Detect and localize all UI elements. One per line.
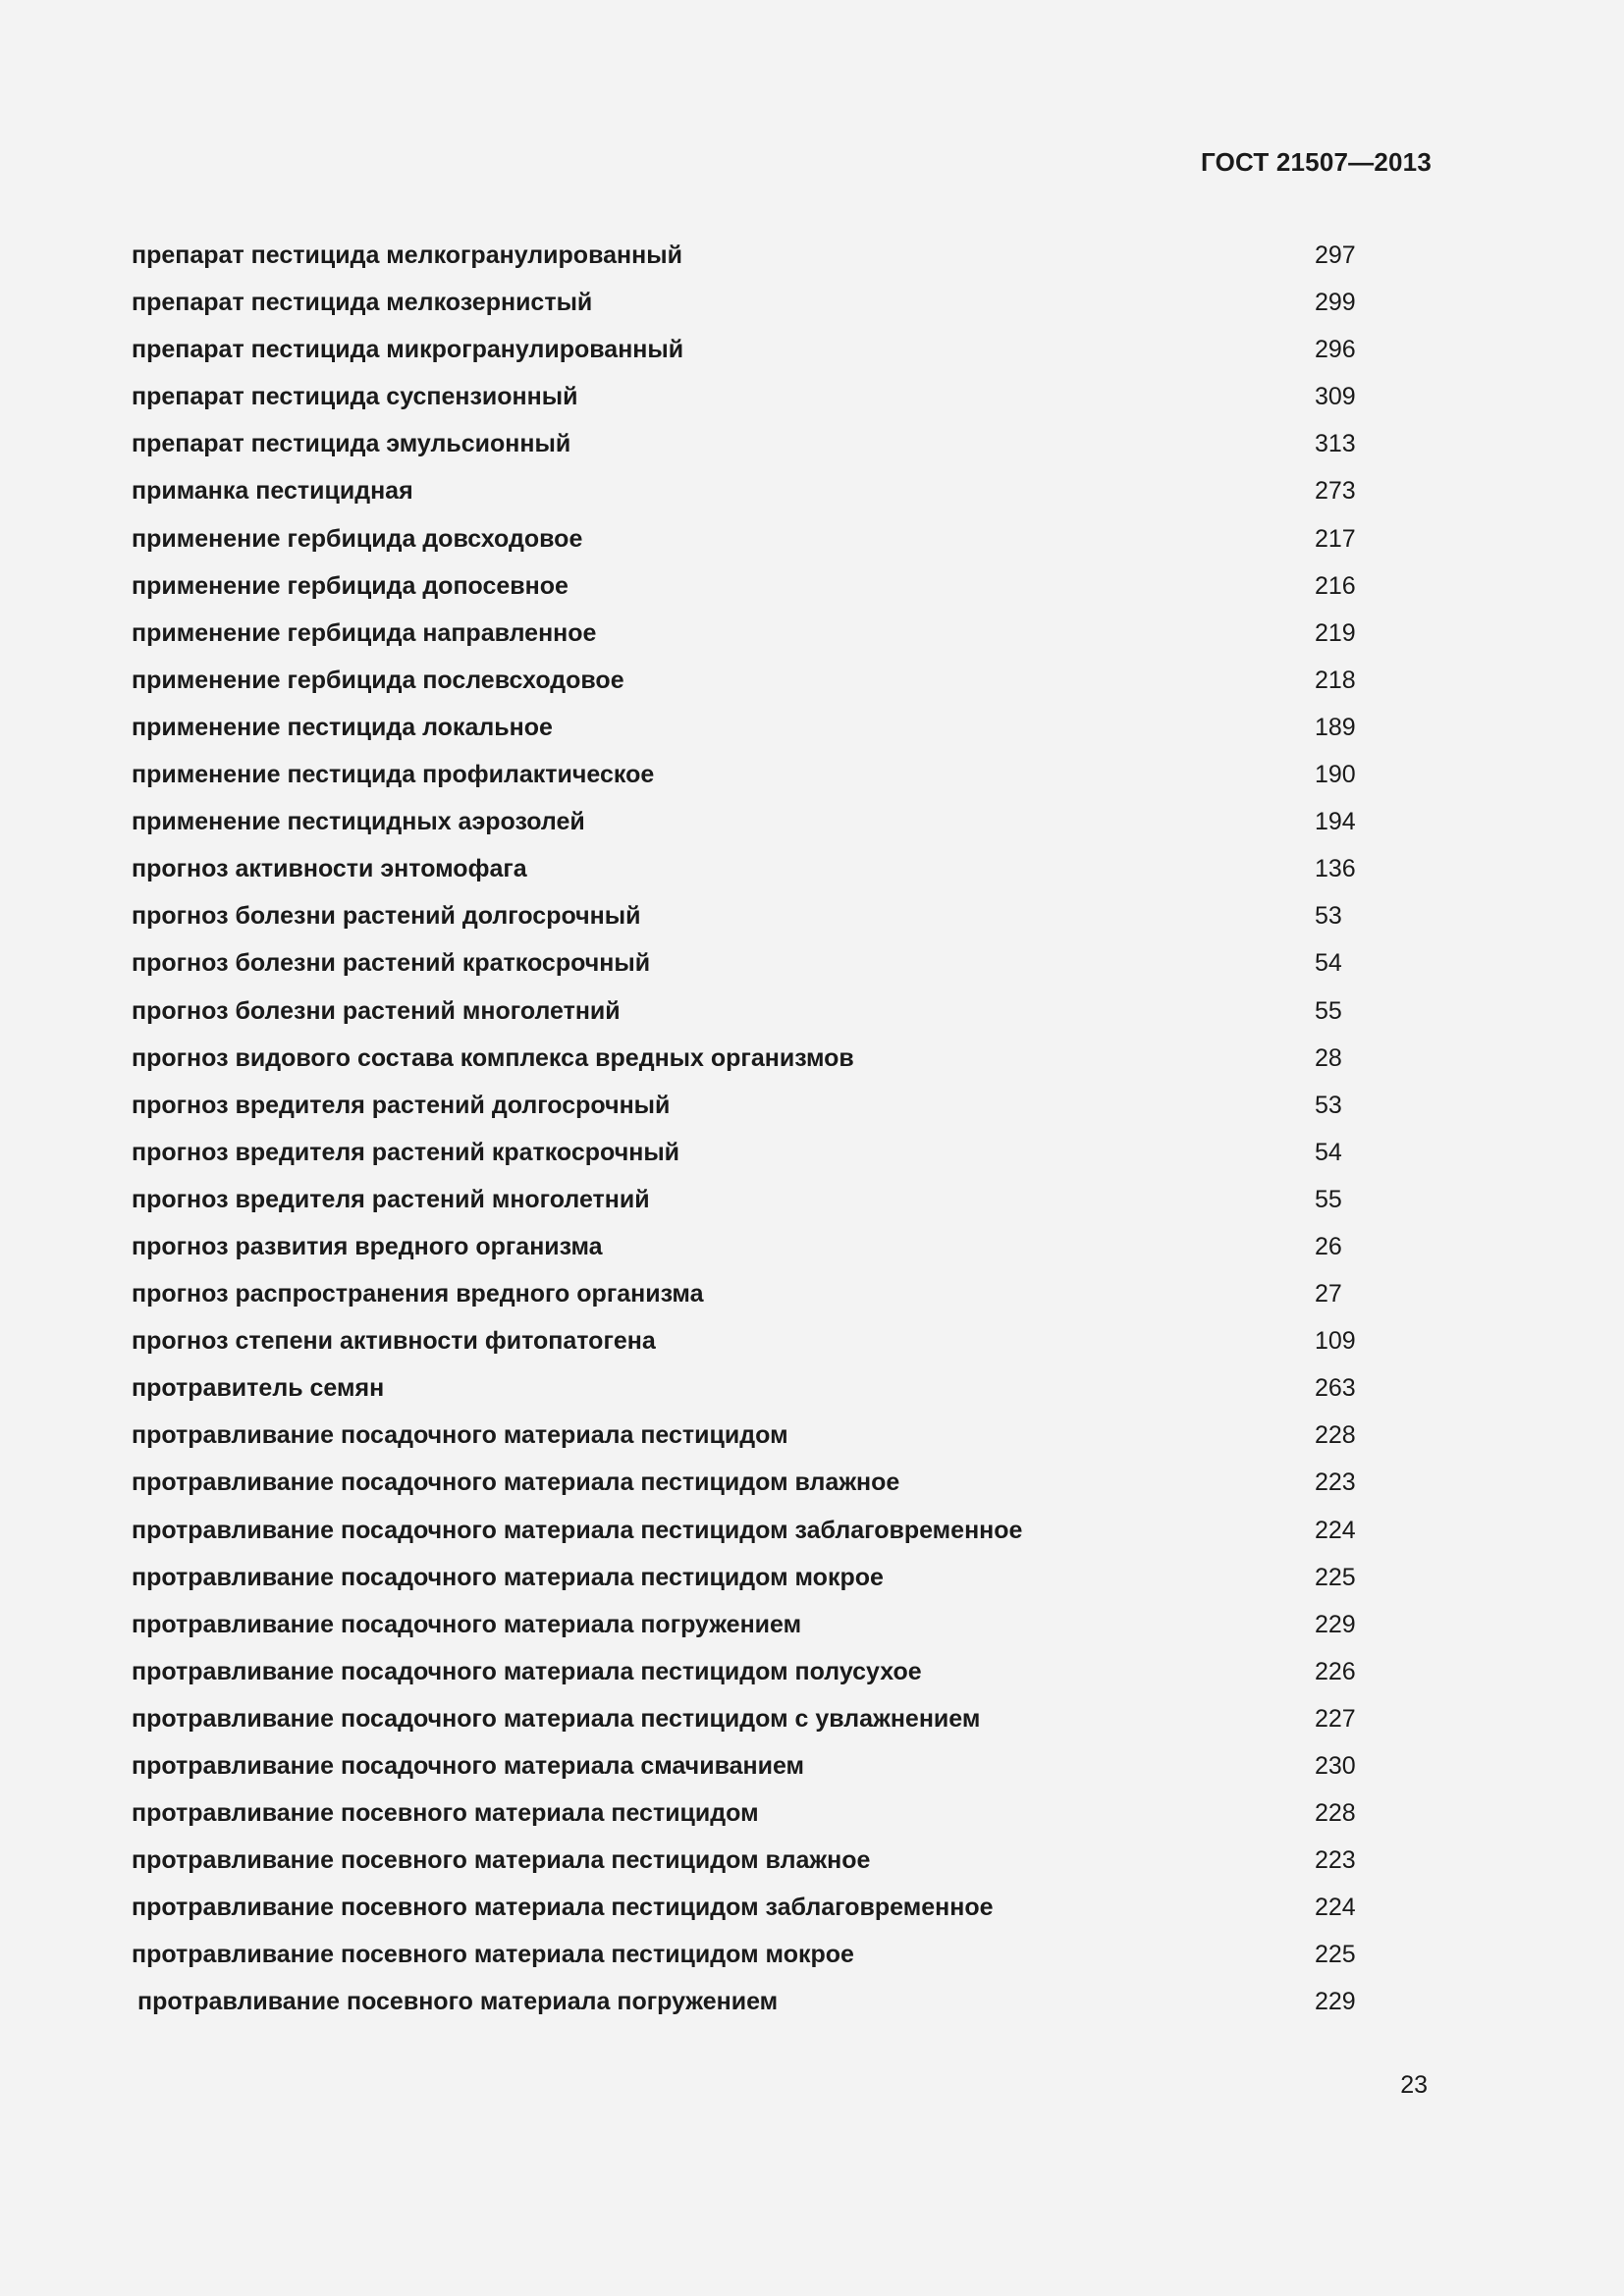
document-header: ГОСТ 21507—2013 [1201,147,1432,177]
index-entry [132,332,1369,379]
index-term: протравливание посадочного материала пестицидом заблаговременное [132,1516,1023,1544]
index-term: прогноз болезни растений долгосрочный [132,902,641,931]
index-term: прогноз степени активности фитопатогена [132,1327,656,1356]
index-term: протравливание посадочного материала смачиванием [132,1752,805,1780]
index-term: протравливание посевного материала пестицидом [132,1799,759,1828]
index-term: протравливание посевного материала погружением [137,1988,779,2016]
index-entry [132,1088,1369,1135]
index-term: протравливание посевного материала пестицидом заблаговременное [132,1894,994,1922]
index-term: протравливание посевного материала пестицидом влажное [132,1846,871,1875]
index-term-number: 225 [1315,1563,1356,1591]
index-term-number: 226 [1315,1657,1356,1685]
index-term-number: 54 [1315,949,1342,978]
index-entry [132,426,1369,473]
index-entry [132,1182,1369,1229]
index-term-number: 53 [1315,1091,1342,1119]
index-entry [132,285,1369,332]
index-term-number: 189 [1315,713,1356,741]
index-entry [132,1984,1369,2031]
index-term-number: 296 [1315,336,1356,364]
index-term-number: 217 [1315,524,1356,553]
index-term-number: 273 [1315,477,1356,506]
index-term-number: 190 [1315,761,1356,789]
index-term: препарат пестицида мелкогранулированный [132,241,682,269]
index-term-number: 53 [1315,902,1342,931]
index-entry [132,1513,1369,1560]
index-term: препарат пестицида суспензионный [132,383,578,411]
index-term: применение гербицида направленное [132,618,597,647]
index-entry [132,1229,1369,1276]
index-term: применение пестицида локальное [132,713,553,741]
index-term: протравливание посадочного материала погружением [132,1610,802,1638]
index-term: прогноз активности энтомофага [132,855,527,883]
index-term: препарат пестицида мелкозернистый [132,289,593,317]
index-term: препарат пестицида эмульсионный [132,430,571,458]
index-entry [132,238,1369,285]
index-term-number: 55 [1315,996,1342,1025]
index-entry [132,945,1369,992]
index-term: применение гербицида послевсходовое [132,666,624,694]
index-entry [132,1795,1369,1842]
index-term: применение пестицида профилактическое [132,761,655,789]
index-entry [132,1323,1369,1370]
index-entry [132,663,1369,710]
index-term-number: 216 [1315,571,1356,600]
index-entry [132,1701,1369,1748]
index-term: прогноз вредителя растений краткосрочный [132,1138,680,1166]
index-entry [132,993,1369,1041]
index-term: прогноз распространения вредного организма [132,1280,704,1308]
index-term-number: 136 [1315,855,1356,883]
index-term-number: 225 [1315,1941,1356,1969]
index-term-number: 219 [1315,618,1356,647]
index-term-number: 313 [1315,430,1356,458]
index-entry [132,1937,1369,1984]
index-term-number: 297 [1315,241,1356,269]
index-term-number: 54 [1315,1138,1342,1166]
index-term-number: 194 [1315,808,1356,836]
index-term-number: 229 [1315,1988,1356,2016]
index-entry [132,1135,1369,1182]
index-entry [132,521,1369,568]
term-index-list [132,238,1369,2032]
index-entry [132,804,1369,851]
index-term: протравливание посевного материала пестицидом мокрое [132,1941,854,1969]
index-term: протравитель семян [132,1374,385,1403]
index-entry [132,757,1369,804]
index-term: протравливание посадочного материала пестицидом полусухое [132,1657,922,1685]
index-term: протравливание посадочного материала пестицидом [132,1421,788,1450]
index-term-number: 223 [1315,1846,1356,1875]
index-entry [132,1560,1369,1607]
index-term: применение гербицида довсходовое [132,524,583,553]
index-term: прогноз болезни растений краткосрочный [132,949,651,978]
index-term-number: 109 [1315,1327,1356,1356]
index-entry [132,379,1369,426]
index-term: прогноз видового состава комплекса вредных организмов [132,1043,854,1072]
index-term: прогноз болезни растений многолетний [132,996,621,1025]
index-entry [132,1842,1369,1890]
index-entry [132,851,1369,898]
index-term-number: 224 [1315,1894,1356,1922]
index-entry [132,1465,1369,1512]
index-term: протравливание посадочного материала пестицидом мокрое [132,1563,884,1591]
index-term-number: 55 [1315,1185,1342,1213]
index-entry [132,473,1369,520]
index-term-number: 309 [1315,383,1356,411]
index-entry [132,615,1369,663]
index-entry [132,1417,1369,1465]
index-term-number: 26 [1315,1232,1342,1260]
index-term-number: 218 [1315,666,1356,694]
index-term-number: 230 [1315,1752,1356,1780]
index-term-number: 263 [1315,1374,1356,1403]
index-term-number: 228 [1315,1421,1356,1450]
index-term: препарат пестицида микрогранулированный [132,336,684,364]
index-term: применение гербицида допосевное [132,571,568,600]
index-term: применение пестицидных аэрозолей [132,808,585,836]
index-term-number: 223 [1315,1468,1356,1497]
index-term-number: 28 [1315,1043,1342,1072]
index-term: прогноз вредителя растений долгосрочный [132,1091,671,1119]
index-term-number: 228 [1315,1799,1356,1828]
index-entry [132,710,1369,757]
index-term-number: 299 [1315,289,1356,317]
index-term-number: 229 [1315,1610,1356,1638]
index-entry [132,1370,1369,1417]
index-term-number: 27 [1315,1280,1342,1308]
index-term: протравливание посадочного материала пестицидом с увлажнением [132,1704,981,1733]
index-entry [132,898,1369,945]
index-term: прогноз вредителя растений многолетний [132,1185,650,1213]
index-term: протравливание посадочного материала пестицидом влажное [132,1468,900,1497]
index-entry [132,1890,1369,1937]
index-term-number: 224 [1315,1516,1356,1544]
index-term: приманка пестицидная [132,477,413,506]
index-entry [132,1748,1369,1795]
index-entry [132,1654,1369,1701]
page-number: 23 [1400,2071,1428,2099]
index-entry [132,568,1369,615]
index-term-number: 227 [1315,1704,1356,1733]
index-entry [132,1607,1369,1654]
index-term: прогноз развития вредного организма [132,1232,603,1260]
index-entry [132,1276,1369,1323]
index-entry [132,1041,1369,1088]
